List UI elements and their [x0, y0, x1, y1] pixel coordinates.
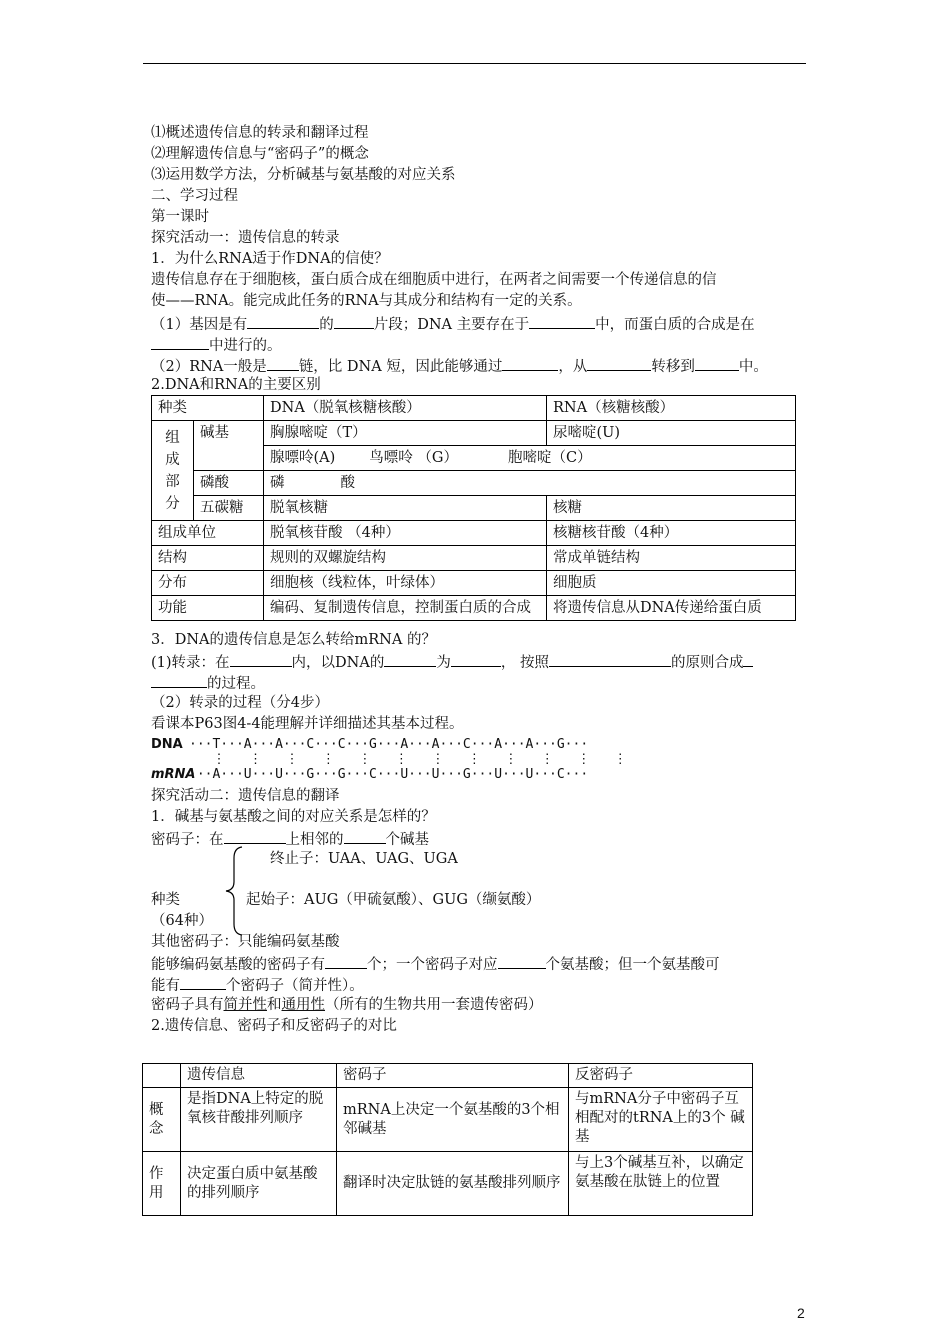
brace-icon [224, 846, 244, 936]
blank[interactable] [325, 953, 367, 969]
unit-label: 组成单位 [152, 521, 264, 546]
codon-properties-line [151, 995, 543, 1015]
q1-1-text: （1）基因是有 [151, 317, 248, 333]
structure-label: 结构 [152, 546, 264, 571]
th-rna: RNA（核糖核酸） [547, 396, 796, 421]
q1-2-text: （2）RNA一般是 [151, 359, 267, 375]
activity1-heading: 探究活动一：遗传信息的转录 [151, 230, 340, 246]
q1-1b-text: 中进行的。 [209, 338, 282, 354]
q3-1-text: 为 [436, 655, 451, 671]
codon-count-line [151, 953, 720, 975]
q1-2-text: 链，比 DNA 短，因此能够通过 [298, 359, 503, 375]
blank[interactable] [247, 313, 319, 329]
sugar-label: 五碳糖 [194, 496, 264, 521]
q3-2: （2）转录的过程（分4步） [151, 695, 329, 711]
q3-1-text: 的原则合成 [670, 655, 744, 671]
question-2: 2.DNA和RNA的主要区别 [151, 377, 321, 393]
blank[interactable] [743, 651, 753, 667]
pair-marks: ⋮ ⋮ ⋮ ⋮ ⋮ ⋮ ⋮ ⋮ ⋮ ⋮ ⋮ ⋮ [189, 752, 627, 767]
base-rna: 尿嘧啶(U) [547, 421, 796, 446]
blank[interactable] [151, 672, 207, 688]
activity2-heading: 探究活动二：遗传信息的翻译 [151, 788, 340, 804]
distribution-rna: 细胞质 [547, 571, 796, 596]
degeneracy-text: 能有 [151, 978, 180, 994]
dna-bases: ···T···A···A···C···C···G···A···A···C···A···A···G··· [189, 737, 589, 752]
properties-text: （所有的生物共用一套遗传密码） [325, 997, 543, 1013]
th-dna: DNA（脱氧核糖核酸） [264, 396, 547, 421]
q1-1b-line [151, 334, 282, 356]
codon-text: 个碱基 [385, 832, 429, 848]
q1-2-text: 转移到 [651, 359, 695, 375]
stop-codons: 终止子：UAA、UAG、UGA [270, 851, 458, 867]
function-label: 作 用 [143, 1152, 181, 1216]
objective-3: ⑶运用数学方法，分析碱基与氨基酸的对应关系 [151, 167, 456, 183]
blank[interactable] [267, 355, 299, 371]
unit-dna: 脱氧核苷酸 （4种） [264, 521, 547, 546]
q3-1-line [151, 651, 753, 673]
count-text: 个氨基酸；但一个氨基酸可 [545, 957, 720, 973]
blank[interactable] [384, 651, 436, 667]
function-label: 功能 [152, 596, 264, 621]
unit-rna: 核糖核苷酸（4种） [547, 521, 796, 546]
function-codon: 翻译时决定肽链的氨基酸排列顺序 [337, 1152, 569, 1216]
function-anticodon: 与上3个碱基互补，以确定氨基酸在肽链上的位置 [569, 1152, 753, 1216]
base-common [264, 446, 796, 471]
count-text: 个；一个密码子对应 [367, 957, 498, 973]
base-c: 胞嘧啶（C） [508, 450, 592, 466]
lesson-heading: 第一课时 [151, 209, 209, 225]
kinds-count: （64种） [151, 913, 213, 929]
codon-text: 密码子：在 [151, 832, 224, 848]
properties-text: 密码子具有 [151, 997, 224, 1013]
q3-1b-line [151, 672, 265, 694]
base-dna: 胸腺嘧啶（T） [264, 421, 547, 446]
structure-rna: 常成单链结构 [547, 546, 796, 571]
dna-sequence [151, 737, 588, 752]
properties-text: 和 [267, 997, 282, 1013]
sugar-dna: 脱氧核糖 [264, 496, 547, 521]
mrna-sequence [151, 767, 588, 782]
q1-1-text: 的 [319, 317, 334, 333]
base-label: 碱基 [194, 421, 264, 471]
pairing-dots [151, 752, 627, 767]
degeneracy-term: 简并性 [223, 997, 267, 1013]
start-codons: 起始子：AUG（甲硫氨酸）、GUG（缬氨酸） [246, 892, 541, 908]
th-genetic-info: 遗传信息 [181, 1064, 337, 1088]
concept-genetic-info: 是指DNA上特定的脱氧核苷酸排列顺序 [181, 1088, 337, 1152]
dna-label: DNA [151, 737, 183, 752]
kinds-label: 种类 [151, 892, 180, 908]
distribution-label: 分布 [152, 571, 264, 596]
blank[interactable] [549, 651, 671, 667]
blank[interactable] [529, 313, 595, 329]
codon-degeneracy-line [151, 974, 364, 996]
q1-1-text: 片段；DNA 主要存在于 [373, 317, 530, 333]
base-a: 腺嘌呤(A) [270, 450, 336, 466]
th-kind: 种类 [152, 396, 264, 421]
codon-definition [151, 828, 429, 850]
th-anticodon: 反密码子 [569, 1064, 753, 1088]
th-codon: 密码子 [337, 1064, 569, 1088]
sugar-rna: 核糖 [547, 496, 796, 521]
blank[interactable] [587, 355, 651, 371]
blank[interactable] [180, 974, 226, 990]
translation-q2: 2.遗传信息、密码子和反密码子的对比 [151, 1018, 397, 1034]
function-genetic-info: 决定蛋白质中氨基酸的排列顺序 [181, 1152, 337, 1216]
page-number: 2 [797, 1305, 805, 1321]
concept-anticodon: 与mRNA分子中密码子互相配对的tRNA上的3个 碱基 [569, 1088, 753, 1152]
empty-corner [143, 1064, 181, 1088]
blank[interactable] [451, 651, 501, 667]
phosphate-label: 磷酸 [194, 471, 264, 496]
function-dna: 编码、复制遗传信息，控制蛋白质的合成 [264, 596, 547, 621]
count-text: 能够编码氨基酸的密码子有 [151, 957, 325, 973]
q3-1b-text: 的过程。 [207, 676, 265, 692]
dna-rna-table [151, 395, 796, 621]
question-1: 1．为什么RNA适于作DNA的信使？ [151, 251, 389, 267]
objective-2: ⑵理解遗传信息与“密码子”的概念 [151, 146, 369, 162]
distribution-dna: 细胞核（线粒体，叶绿体） [264, 571, 547, 596]
q3-1-text: (1)转录：在 [151, 655, 230, 671]
q1-2-line [151, 355, 768, 377]
composition-label: 组 成 部 分 [152, 421, 194, 521]
blank[interactable] [334, 313, 374, 329]
degeneracy-text: 个密码子（简并性）。 [226, 978, 364, 994]
objective-1: ⑴概述遗传信息的转录和翻译过程 [151, 125, 369, 141]
q3-1-text: 内，以DNA的 [291, 655, 385, 671]
q1-text-a: 遗传信息存在于细胞核，蛋白质合成在细胞质中进行，在两者之间需要一个传递信息的信 [151, 272, 717, 288]
blank[interactable] [224, 828, 286, 844]
q1-2-text: 中。 [738, 359, 768, 375]
translation-q1: 1．碱基与氨基酸之间的对应关系是怎样的？ [151, 809, 436, 825]
mrna-label: mRNA [151, 767, 196, 782]
blank[interactable] [230, 651, 292, 667]
q1-1-text: 中，而蛋白质的合成是在 [595, 317, 755, 333]
q3-3: 看课本P63图4-4能理解并详细描述其基本过程。 [151, 716, 464, 732]
phosphate-value: 磷 酸 [264, 471, 796, 496]
blank[interactable] [502, 355, 558, 371]
q1-text-b: 使——RNA。能完成此任务的RNA与其成分和结构有一定的关系。 [151, 293, 582, 309]
q1-2-text: ，从 [558, 359, 588, 375]
comparison-table [142, 1063, 753, 1216]
blank[interactable] [498, 953, 546, 969]
mrna-bases: ···A···U···U···G···G···C···U···U···G···U···U···C··· [189, 767, 589, 782]
base-g: 鸟嘌呤 （G） [369, 450, 458, 466]
universality-term: 通用性 [281, 997, 325, 1013]
blank[interactable] [151, 334, 209, 350]
concept-label: 概 念 [143, 1088, 181, 1152]
header-rule [143, 63, 806, 64]
codon-text: 上相邻的 [285, 832, 344, 848]
q1-1-line [151, 313, 755, 335]
section-heading: 二、学习过程 [151, 188, 238, 204]
blank[interactable] [344, 828, 386, 844]
concept-codon: mRNA上决定一个氨基酸的3个相邻碱基 [337, 1088, 569, 1152]
other-codons: 其他密码子：只能编码氨基酸 [151, 934, 340, 950]
q3-1-text: ， 按照 [500, 655, 549, 671]
question-3: 3．DNA的遗传信息是怎么转给mRNA 的？ [151, 632, 436, 648]
function-rna: 将遗传信息从DNA传递给蛋白质 [547, 596, 796, 621]
blank[interactable] [695, 355, 739, 371]
structure-dna: 规则的双螺旋结构 [264, 546, 547, 571]
